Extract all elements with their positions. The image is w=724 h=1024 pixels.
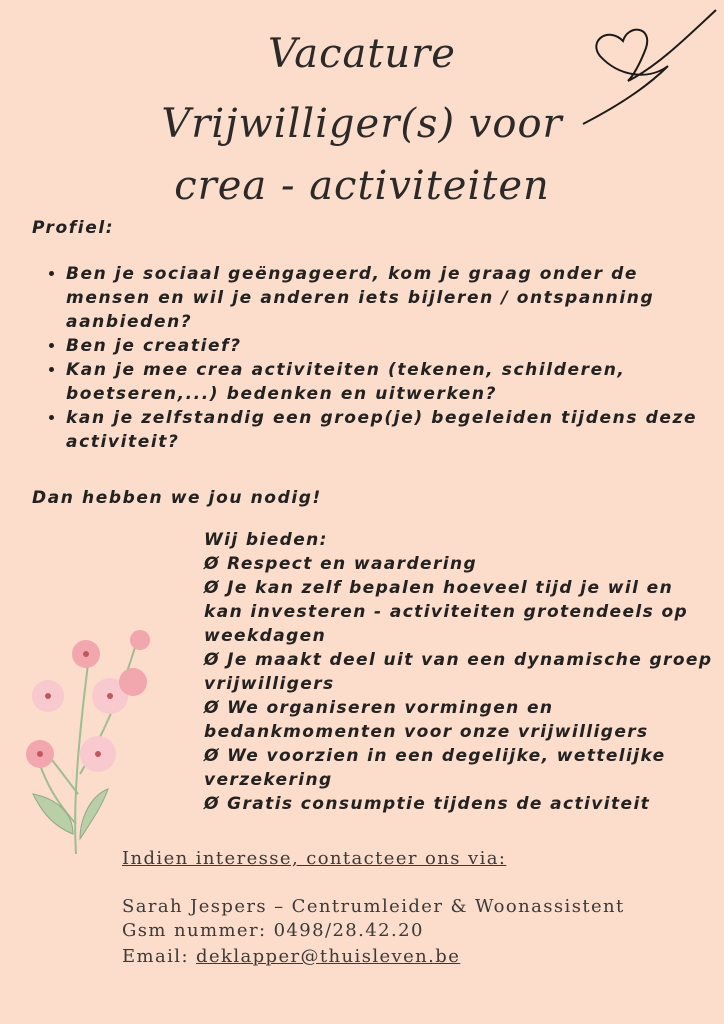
profile-item: • Ben je sociaal geëngageerd, kom je graag onder de mensen en wil je anderen iets bijleren / ontspanning aanbieden? <box>66 262 724 334</box>
title-line-3: crea - activiteiten <box>174 163 550 209</box>
offer-item: Ø Je maakt deel uit van een dynamische groep vrijwilligers <box>204 650 713 694</box>
contact-email-line <box>122 946 460 967</box>
profile-item: • kan je zelfstandig een groep(je) begeleiden tijdens deze activiteit? <box>66 406 724 454</box>
profile-heading: Profiel: <box>32 218 115 238</box>
title-line-2: Vrijwilliger(s) voor <box>161 101 563 147</box>
offer-item: Ø We voorzien in een degelijke, wettelijke verzekering <box>204 746 666 790</box>
offer-item: Ø We organiseren vormingen en bedankmomenten voor onze vrijwilligers <box>204 698 649 742</box>
contact-person: Sarah Jespers – Centrumleider & Woonassistent <box>122 896 625 917</box>
profile-item: • Ben je creatief? <box>66 334 724 358</box>
need-text: Dan hebben we jou nodig! <box>32 488 322 508</box>
contact-phone: Gsm nummer: 0498/28.42.20 <box>122 920 424 941</box>
contact-intro: Indien interesse, contacteer ons via: <box>122 848 507 869</box>
profile-list <box>36 262 724 454</box>
flower-illustration <box>18 624 168 864</box>
offer-heading: Wij bieden: <box>204 530 328 550</box>
email-label: Email: <box>122 946 197 967</box>
email-link[interactable]: deklapper@thuisleven.be <box>196 946 461 967</box>
offer-item: Ø Gratis consumptie tijdens de activiteit <box>204 794 651 814</box>
heart-icon <box>578 6 718 126</box>
offer-item: Ø Je kan zelf bepalen hoeveel tijd je wil en kan investeren - activiteiten grotendeels op weekdagen <box>204 578 689 646</box>
offer-item: Ø Respect en waardering <box>204 554 478 574</box>
title-line-1: Vacature <box>268 31 456 77</box>
profile-item: • Kan je mee crea activiteiten (tekenen, schilderen, boetseren,...) bedenken en uitwerken? <box>66 358 724 406</box>
offer-block <box>204 528 719 816</box>
